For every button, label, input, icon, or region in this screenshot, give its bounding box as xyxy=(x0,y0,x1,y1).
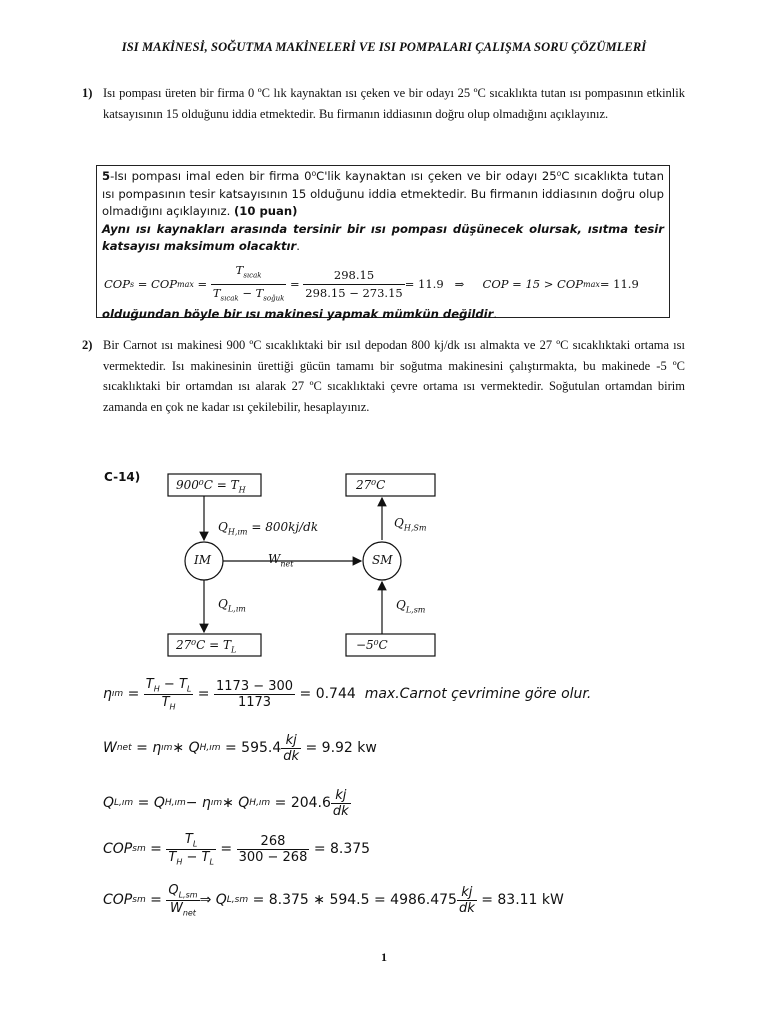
wnet-equation: W net = η ım ∗ Q H,ım = 595.4 $\frac{kj}{dk}$ = 9.92 kw xyxy=(103,732,377,764)
eta-equation: η ım = $\frac{T_H - T_L}{T_H}$ = $\frac{1173 - 300}{1173}$ = 0.744 max.Carnot çevrimine göre olur. xyxy=(103,676,592,712)
ql-sm-label: $Q_{L,sm}$ xyxy=(396,598,426,615)
cooled-space-label: −5⁰C xyxy=(356,638,388,652)
cop-equation: COP sm = $\frac{T_L}{T_H - T_L}$ = $\frac{268}{300 - 268}$ = 8.375 xyxy=(103,831,371,867)
question-1-number: 1) xyxy=(82,86,93,100)
qh-im-label: $Q_{H,ım} = 800kj/dk$ xyxy=(218,520,319,537)
page-title: ISI MAKİNESİ, SOĞUTMA MAKİNELERİ VE ISI POMPALARI ÇALIŞMA SORU ÇÖZÜMLERİ xyxy=(121,40,647,54)
box-number: 5 xyxy=(102,169,111,183)
hot-reservoir-label: $900^0C = T_H$ xyxy=(176,478,246,495)
diagram-label: C-14) xyxy=(104,470,141,484)
question-2-number: 2) xyxy=(82,338,93,352)
box-formula: COP s = COP max = $\frac{T_{sıcak}}{T_{sıcak} - T_{soğuk}}$ = $\frac{298.15}{298.15 - 273.15}$ = 11.9 ⇒ COP = 15 > COP max = 11.9 xyxy=(102,256,664,306)
box-reasoning: Aynı ısı kaynakları arasında tersinir bir ısı pompası düşünecek olursak, ısıtma tesir katsayısı maksimum olacaktır xyxy=(102,221,664,253)
ql-im-label: $Q_{L,ım}$ xyxy=(218,597,246,614)
box-statement: -Isı pompası imal eden bir firma 0⁰C'lik kaynaktan ısı çeken ve bir odayı 25⁰C sıcaklıkta tutan ısı pompasının tesir katsayısının 15 olduğunu iddia etmektedir. Bu firmanın iddiasının doğru olup olmadığını açıklayınız. xyxy=(102,169,664,218)
page-number: 1 xyxy=(381,950,387,964)
cold-reservoir-label: $27^0C = T_L$ xyxy=(176,638,237,655)
qh-sm-label: $Q_{H,Sm}$ xyxy=(394,516,427,533)
ql-equation: Q L,ım = Q H,ım − η ım ∗ Q H,ım = 204.6 $\frac{kj}{dk}$ xyxy=(103,787,349,819)
box-conclusion: olduğundan böyle bir ısı makinesi yapmak mümkün değildir xyxy=(102,306,494,321)
engine-label: IM xyxy=(194,553,212,567)
fridge-label: SM xyxy=(372,553,393,567)
solution-box: 5-Isı pompası imal eden bir firma 0⁰C'lik kaynaktan ısı çeken ve bir odayı 25⁰C sıcaklıkta tutan ısı pompasının tesir katsayısının 15 olduğunu iddia etmektedir. Bu firmanın iddiasının doğru olup olmadığını açıklayınız. (10 puan) Aynı ısı kaynakları arasında tersinir bir ısı pompası düşünecek olursak, ısıtma tesir katsayısı maksimum olacaktır. COP s = COP max = $\frac{T_{sıcak}}{T_{sıcak} - T_{soğuk}}$ = $\frac{298.15}{298.15 - 273.15}$ = 11.9 ⇒ COP = 15 > COP max = 11.9 olduğundan böyle bir ısı makinesi yapmak mümkün değildir. xyxy=(96,165,670,318)
env-reservoir-label: 27⁰C xyxy=(356,478,386,492)
ql-sm-equation: COP sm = $\frac{Q_{L,sm}}{W_{net}}$ ⇒ Q L,sm = 8.375 ∗ 594.5 = 4986.475 $\frac{kj}{dk}$ = 83.11 kW xyxy=(103,882,564,918)
box-points: (10 puan) xyxy=(233,204,298,218)
question-2-text: Bir Carnot ısı makinesi 900 ºC sıcaklıktaki bir ısıl depodan 800 kj/dk ısı almakta ve 27 ºC sıcaklıktaki ortama ısı vermektedir. Isı makinesinin ürettiği gücün tamamı bir soğutma makinesini çalıştırmakta, bu makinede -5 ºC sıcaklıktaki bir ortamdan ısı alarak 27 ºC sıcaklıktaki çevre ortama ısı vermektedir. Soğutulan ortamdan birim zamanda en çok ne kadar ısı çekilebilir, hesaplayınız. xyxy=(103,338,685,414)
question-1-text: Isı pompası üreten bir firma 0 ºC lık kaynaktan ısı çeken ve bir odayı 25 ºC sıcaklıkta tutan ısı pompasının etkinlik katsayısının 15 olduğunu iddia etmektedir. Bu firmanın iddiasının doğru olup olmadığını açıklayınız. xyxy=(103,86,685,121)
wnet-label: $W_{net}$ xyxy=(268,552,294,569)
